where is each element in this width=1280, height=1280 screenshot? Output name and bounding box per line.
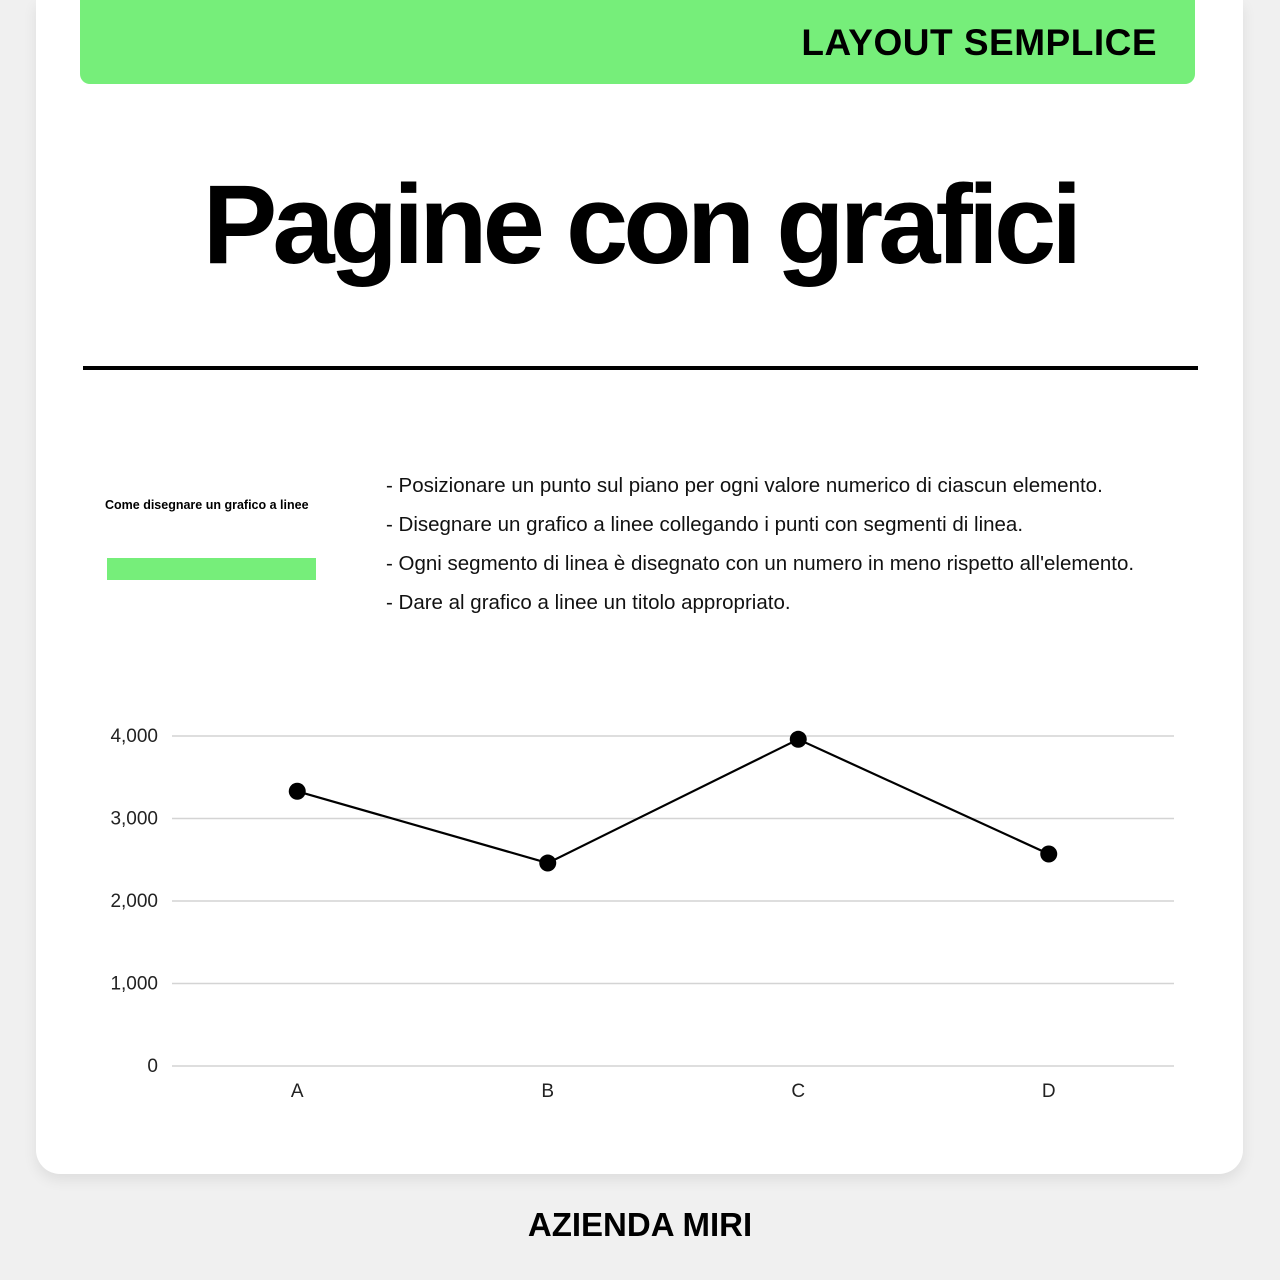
instruction-item: - Dare al grafico a linee un titolo appropriato. (386, 591, 791, 614)
data-point (790, 731, 807, 748)
y-tick-label: 1,000 (110, 973, 158, 995)
y-tick-label: 3,000 (110, 808, 158, 830)
x-tick-label: D (1041, 1081, 1056, 1102)
section-subtitle: Come disegnare un grafico a linee (105, 498, 309, 512)
y-tick-label: 0 (147, 1056, 158, 1077)
x-tick-label: A (290, 1081, 304, 1102)
instruction-item: - Disegnare un grafico a linee collegando i punti con segmenti di linea. (386, 513, 1024, 536)
x-tick-label: B (541, 1081, 555, 1102)
data-point (1040, 845, 1057, 862)
chart-gridlines (172, 736, 1174, 1066)
y-tick-label: 4,000 (110, 726, 158, 747)
y-axis-labels (110, 726, 158, 1077)
data-point (289, 783, 306, 800)
instruction-item: - Ogni segmento di linea è disegnato con un numero in meno rispetto all'elemento. (386, 552, 1135, 575)
footer-brand: AZIENDA MIRI (527, 1206, 753, 1243)
x-axis-labels (291, 1081, 1056, 1102)
y-tick-label: 2,000 (110, 891, 158, 912)
x-tick-label: C (791, 1081, 806, 1102)
banner-label: LAYOUT SEMPLICE (801, 22, 1157, 63)
data-line (297, 739, 1049, 863)
instruction-item: - Posizionare un punto sul piano per ogni valore numerico di ciascun elemento. (386, 474, 1103, 497)
data-point (539, 855, 556, 872)
page-title: Pagine con grafici (202, 162, 1078, 287)
